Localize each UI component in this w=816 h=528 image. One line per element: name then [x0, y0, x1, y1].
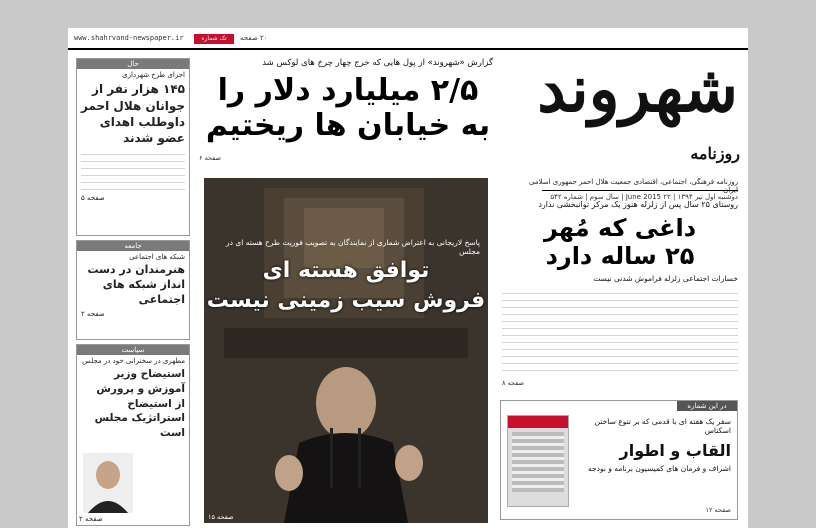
section-label: جامعه: [77, 241, 189, 251]
masthead: [528, 52, 740, 201]
left-column-story-3: [76, 344, 190, 526]
photo-story-kicker: پاسخ لاریجانی به اعتراض شماری از نمایندگان به تصویب فوریت طرح هسته ای در مجلس: [226, 238, 480, 256]
lead-headline-1: ۲/۵ میلیارد دلار را: [217, 73, 479, 108]
story-headline: استیضاح وزیر آموزش و پرورش از استیضاح استراتژیک مجلس است: [94, 368, 185, 440]
logo-subtitle: روزنامه: [690, 144, 740, 163]
right-page-ref: صفحه ۸: [502, 379, 525, 388]
website-url[interactable]: www.shahrvand-newspaper.ir: [74, 34, 184, 42]
price-badge: تک شماره: [194, 34, 234, 44]
story-page-ref: صفحه ۲: [79, 514, 103, 523]
left-column-story-2: [76, 240, 190, 340]
in-this-issue-box: [500, 400, 738, 520]
top-info-bar: [68, 34, 748, 46]
bottom-deck: اشراف و فرمان های کمیسیون برنامه و بودجه: [587, 464, 731, 473]
right-deck: خسارات اجتماعی زلزله فراموش شدنی نیست: [593, 274, 738, 284]
thumbnail-cover: [507, 415, 569, 507]
lead-kicker: گزارش «شهروند» از پول هایی که خرج چهار چرخ های لوکس شد: [262, 58, 493, 68]
bottom-page-ref: صفحه ۱۲: [705, 506, 731, 515]
lead-story: [203, 58, 493, 143]
bottom-headline: القاب و اطوار: [619, 441, 731, 460]
right-story: [502, 200, 738, 388]
masthead-tagline: روزنامه فرهنگی، اجتماعی، اقتصادی جمعیت هلال احمر جمهوری اسلامی ایران: [528, 178, 738, 194]
newspaper-front-page: [68, 28, 748, 528]
photo-story-headline-1: توافق هسته ای: [262, 258, 430, 283]
section-label: سیاست: [77, 345, 189, 355]
lead-page-ref: صفحه ۶: [199, 154, 222, 162]
story-kicker: مطهری در سخنرانی خود در مجلس: [82, 357, 185, 365]
masthead-date: دوشنبه اول تیر ۱۳۹۴ | ۲۲ June 2015 | سال سوم | شماره ۵۴۲: [542, 190, 738, 201]
photo-story-headline-2: فروش سیب زمینی نیست: [206, 288, 486, 313]
right-kicker: روستای ۲۵ سال پس از زلزله هنوز یک مرکز توانبخشی ندارد: [538, 200, 738, 209]
logo-text: شهروند: [537, 52, 738, 127]
bottom-box-text: [571, 417, 731, 473]
story-headline: هنرمندان در دست انداز شبکه های اجتماعی: [87, 263, 185, 307]
top-rule: [68, 48, 748, 50]
right-body-text: [502, 287, 738, 377]
lead-headline-2: به خیابان ها ریختیم: [205, 107, 491, 143]
photo-page-ref: صفحه ۱۵: [208, 513, 234, 521]
story-page-ref: صفحه ۵: [81, 194, 105, 203]
bottom-kicker: سفر یک هفته ای با قدمی که بر تنوع ساختن اسکناس: [594, 417, 731, 435]
story-headline: ۱۴۵ هزار نفر از جوانان هلال احمر داوطلب اهدای عضو شدند: [80, 82, 185, 145]
photo-story-image: [204, 178, 488, 523]
portrait-image: [83, 453, 133, 513]
section-label: حال: [77, 59, 189, 69]
right-headline-2: ۲۵ ساله دارد: [545, 241, 695, 270]
story-page-ref: صفحه ۲: [81, 309, 105, 318]
left-column-story-1: [76, 58, 190, 236]
page-count: ۲۰ صفحه: [240, 34, 268, 42]
story-body: [81, 148, 185, 192]
photo-illustration: [204, 178, 488, 523]
right-headline-1: داغی که مُهر: [543, 214, 697, 242]
story-kicker: شبکه های اجتماعی: [129, 253, 185, 261]
newspaper-logo: [537, 52, 740, 163]
story-kicker: اجرای طرح شهرداری: [122, 71, 185, 79]
in-this-issue-label: در این شماره: [677, 401, 737, 411]
